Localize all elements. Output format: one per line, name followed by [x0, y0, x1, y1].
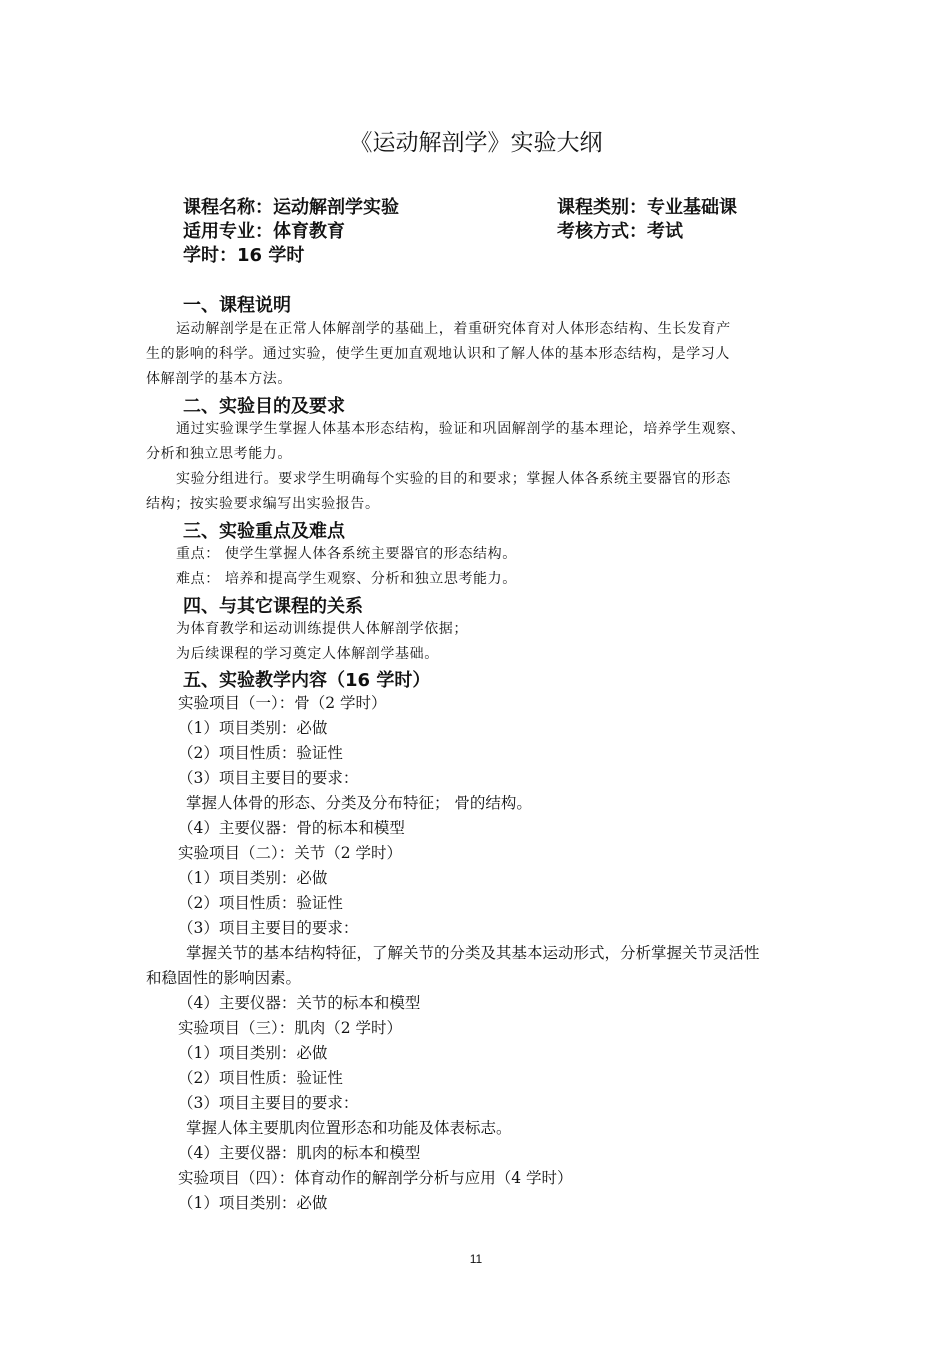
section-heading-4: 四、与其它课程的关系: [183, 596, 363, 617]
page-number: 11: [469, 1252, 483, 1266]
experiment-item: （1）项目类别：必做: [178, 719, 328, 737]
section-heading-1: 一、课程说明: [183, 295, 291, 316]
experiment-item: （1）项目类别：必做: [178, 869, 328, 887]
experiment-item: （4）主要仪器：关节的标本和模型: [178, 994, 421, 1012]
experiment-detail: 掌握人体主要肌肉位置形态和功能及体表标志。: [186, 1119, 512, 1137]
experiment-item: （1）项目类别：必做: [178, 1044, 328, 1062]
experiment-title: 实验项目（四）：体育动作的解剖学分析与应用（4 学时）: [178, 1169, 573, 1187]
experiment-title: 实验项目（一）：骨（2 学时）: [178, 694, 387, 712]
applicable-major: 适用专业：体育教育: [183, 221, 345, 242]
paragraph-line: 生的影响的科学。通过实验，使学生更加直观地认识和了解人体的基本形态结构，是学习人: [146, 346, 730, 362]
experiment-item: （2）项目性质：验证性: [178, 744, 343, 762]
experiment-item: （3）项目主要目的要求：: [178, 919, 359, 937]
section-heading-3: 三、实验重点及难点: [183, 521, 345, 542]
paragraph-line: 结构；按实验要求编写出实验报告。: [146, 496, 380, 512]
relation-line: 为体育教学和运动训练提供人体解剖学依据；: [176, 621, 468, 637]
key-point-line: 重点： 使学生掌握人体各系统主要器官的形态结构。: [176, 546, 517, 562]
paragraph-line: 实验分组进行。要求学生明确每个实验的目的和要求；掌握人体各系统主要器官的形态: [176, 471, 731, 487]
paragraph-line: 通过实验课学生掌握人体基本形态结构，验证和巩固解剖学的基本理论，培养学生观察、: [176, 421, 746, 437]
course-name: 课程名称：运动解剖学实验: [183, 197, 399, 218]
experiment-detail: 掌握人体骨的形态、分类及分布特征； 骨的结构。: [186, 794, 532, 812]
paragraph-line: 运动解剖学是在正常人体解剖学的基础上，着重研究体育对人体形态结构、生长发育产: [176, 321, 731, 337]
relation-line: 为后续课程的学习奠定人体解剖学基础。: [176, 646, 439, 662]
experiment-detail: 和稳固性的影响因素。: [146, 969, 302, 987]
experiment-title: 实验项目（二）：关节（2 学时）: [178, 844, 403, 862]
assessment-method: 考核方式：考试: [557, 221, 683, 242]
experiment-item: （4）主要仪器：肌肉的标本和模型: [178, 1144, 421, 1162]
course-hours: 学时：16 学时: [183, 245, 305, 266]
experiment-item: （3）项目主要目的要求：: [178, 1094, 359, 1112]
course-type: 课程类别：专业基础课: [557, 197, 737, 218]
difficulty-line: 难点： 培养和提高学生观察、分析和独立思考能力。: [176, 571, 517, 587]
page-title: 《运动解剖学》实验大纲: [349, 130, 603, 156]
experiment-title: 实验项目（三）：肌肉（2 学时）: [178, 1019, 403, 1037]
experiment-item: （3）项目主要目的要求：: [178, 769, 359, 787]
paragraph-line: 分析和独立思考能力。: [146, 446, 292, 462]
experiment-item: （2）项目性质：验证性: [178, 894, 343, 912]
experiment-item: （4）主要仪器：骨的标本和模型: [178, 819, 405, 837]
section-heading-2: 二、实验目的及要求: [183, 396, 345, 417]
paragraph-line: 体解剖学的基本方法。: [146, 371, 292, 387]
experiment-item: （2）项目性质：验证性: [178, 1069, 343, 1087]
section-heading-5: 五、实验教学内容（16 学时）: [183, 670, 431, 691]
experiment-item: （1）项目类别：必做: [178, 1194, 328, 1212]
experiment-detail: 掌握关节的基本结构特征，了解关节的分类及其基本运动形式，分析掌握关节灵活性: [186, 944, 760, 962]
